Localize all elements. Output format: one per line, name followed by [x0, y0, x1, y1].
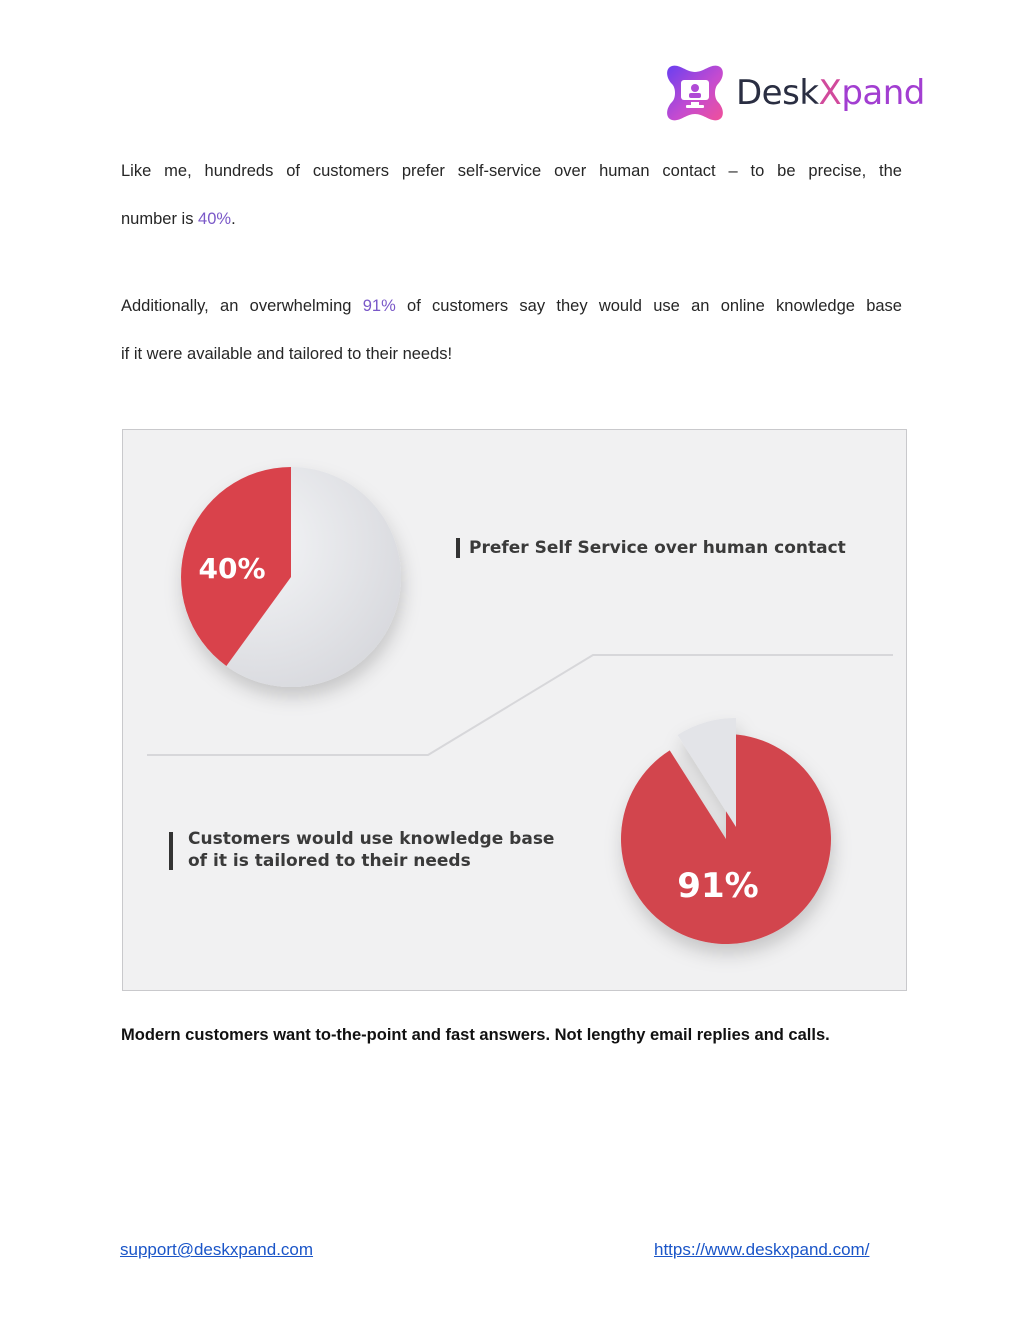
paragraph-1-line-2 [121, 209, 902, 229]
caption-line-2: of it is tailored to their needs [188, 851, 471, 871]
infographic [122, 429, 907, 991]
deskxpand-logo-icon [662, 60, 728, 126]
caption-bar [169, 832, 173, 870]
pie-2-value-label: 91% [677, 866, 759, 906]
infographic-svg [123, 430, 907, 991]
pie-chart-knowledge-base [621, 718, 831, 944]
brand-logo [662, 60, 925, 126]
brand-x: X [818, 73, 842, 113]
brand-pand: pand [841, 73, 925, 113]
support-email-link[interactable]: support@deskxpand.com [120, 1240, 314, 1259]
pie-1-value-label: 40% [198, 552, 266, 585]
caption-knowledge-base [169, 828, 608, 872]
paragraph-2-line-2: if it were available and tailored to their needs! [121, 345, 453, 363]
highlight-40: 40% [198, 210, 232, 228]
highlight-91: 91% [362, 297, 396, 315]
conclusion-text: Modern customers want to-the-point and fast answers. Not lengthy email replies and calls. [121, 1026, 830, 1044]
text: of customers say they would use an online knowledge base [395, 297, 902, 315]
text: . [231, 210, 236, 228]
paragraph-1-line-1: Like me, hundreds of customers prefer self-service over human contact – to be precise, the [121, 162, 902, 180]
caption-bar [456, 538, 460, 558]
text: number is [121, 210, 199, 228]
brand-name [736, 73, 925, 113]
paragraph-2-line-1 [121, 296, 902, 316]
caption-self-service [456, 538, 846, 558]
caption-text: Prefer Self Service over human contact [469, 538, 846, 558]
website-link[interactable]: https://www.deskxpand.com/ [654, 1240, 870, 1259]
brand-desk: Desk [736, 73, 819, 113]
text: Additionally, an overwhelming [121, 297, 363, 315]
caption-line-1: Customers would use knowledge base [188, 829, 555, 849]
